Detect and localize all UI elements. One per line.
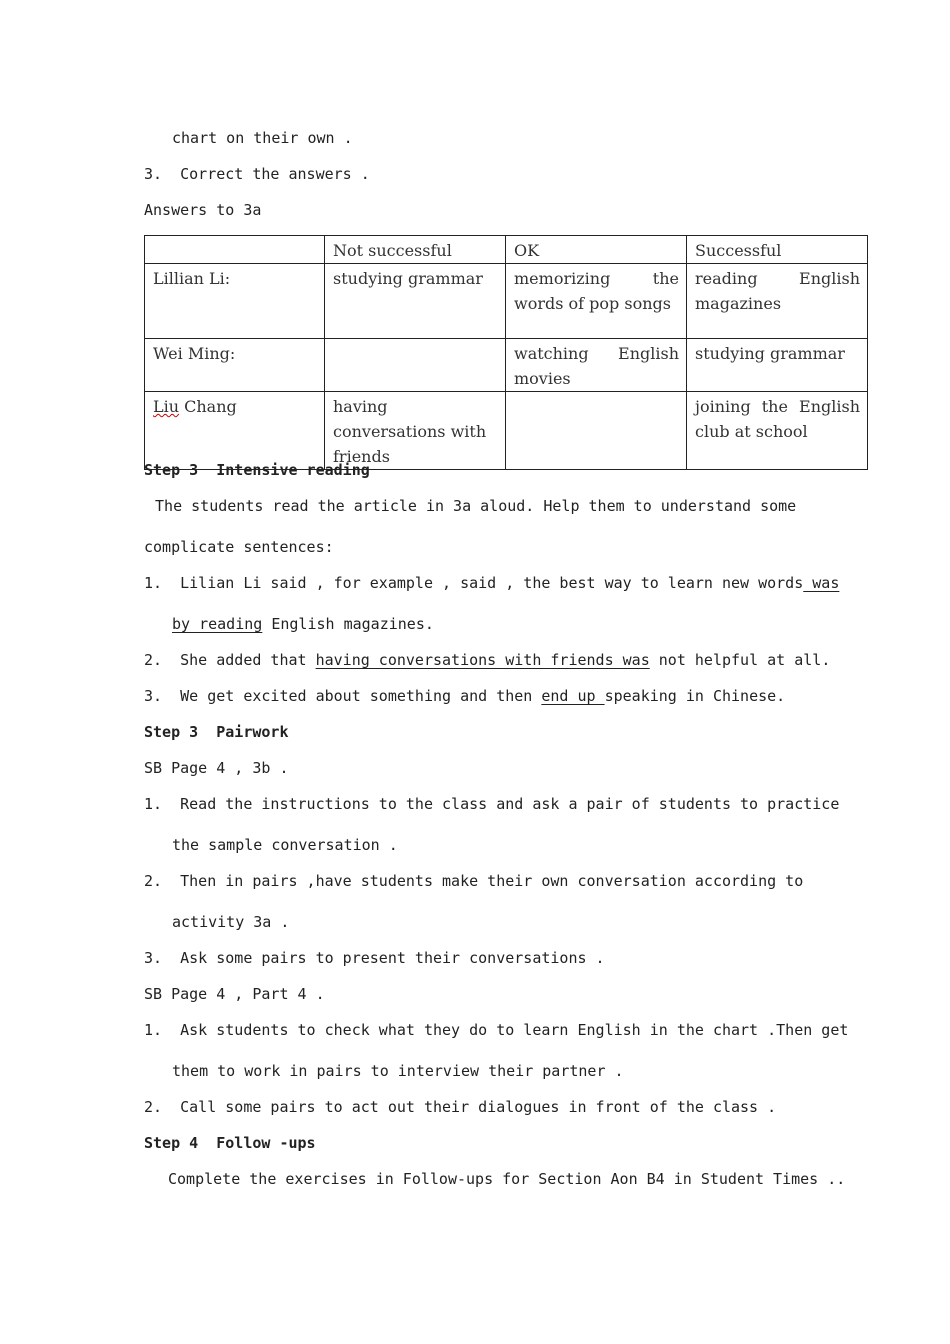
sb-reference-2: SB Page 4 , Part 4 .	[144, 985, 325, 1003]
step4-heading: Step 4 Follow -ups	[144, 1134, 316, 1152]
sentence-1-underline-b: by reading	[172, 615, 263, 633]
sentence-1-line1	[144, 573, 839, 593]
sentence-2-suffix: not helpful at all.	[649, 651, 831, 669]
pairwork-item-1-line2: the sample conversation .	[172, 836, 398, 854]
row-name-part1: Liu	[153, 397, 180, 416]
header-cell-not-successful: Not successful	[325, 236, 506, 264]
step4-text: Complete the exercises in Follow-ups for Section Aon B4 in Student Times ..	[168, 1170, 846, 1188]
sentence-2-prefix: 2. She added that	[144, 651, 316, 669]
sentence-1-suffix: English magazines.	[262, 615, 434, 633]
step3-pairwork-heading: Step 3 Pairwork	[144, 723, 289, 741]
table-header-row	[145, 236, 868, 264]
part4-item-1-line1: 1. Ask students to check what they do to learn English in the chart .Then get	[144, 1021, 849, 1039]
sentence-1-prefix: 1. Lilian Li said , for example , said , the best way to learn new words	[144, 574, 804, 592]
cell-successful: joining the English club at school	[687, 392, 868, 470]
cell-successful: studying grammar	[687, 339, 868, 392]
cell-successful: reading English magazines	[687, 264, 868, 339]
reading-intro-line2: complicate sentences:	[144, 538, 334, 556]
sentence-3	[144, 686, 785, 706]
part4-item-1-line2: them to work in pairs to interview their partner .	[172, 1062, 624, 1080]
step3-reading-heading: Step 3 Intensive reading	[144, 461, 370, 479]
table-row	[145, 339, 868, 392]
answers-table	[144, 235, 868, 470]
reading-intro-line1: The students read the article in 3a aloud. Help them to understand some	[146, 497, 797, 515]
sentence-3-prefix: 3. We get excited about something and then	[144, 687, 542, 705]
sentence-3-suffix: speaking in Chinese.	[604, 687, 786, 705]
header-cell-successful: Successful	[687, 236, 868, 264]
sentence-3-underline: end up	[541, 687, 605, 705]
sentence-1-underline-a: was	[803, 574, 840, 592]
row-name	[145, 392, 325, 470]
pairwork-item-1-line1: 1. Read the instructions to the class and ask a pair of students to practice	[144, 795, 840, 813]
row-name: Lillian Li:	[145, 264, 325, 339]
header-cell-empty	[145, 236, 325, 264]
pairwork-item-3: 3. Ask some pairs to present their conversations .	[144, 949, 605, 967]
table-row	[145, 264, 868, 339]
intro-item-3: 3. Correct the answers .	[144, 165, 370, 183]
part4-item-2: 2. Call some pairs to act out their dialogues in front of the class .	[144, 1098, 777, 1116]
table-row	[145, 392, 868, 470]
sb-reference-1: SB Page 4 , 3b .	[144, 759, 289, 777]
cell-ok	[506, 392, 687, 470]
cell-ok: memorizing the words of pop songs	[506, 264, 687, 339]
row-name-part2: Chang	[179, 397, 237, 416]
answers-title: Answers to 3a	[144, 201, 262, 219]
sentence-2	[144, 650, 830, 670]
pairwork-item-2-line1: 2. Then in pairs ,have students make their own conversation according to	[144, 872, 804, 890]
header-cell-ok: OK	[506, 236, 687, 264]
sentence-2-underline: having conversations with friends was	[315, 651, 650, 669]
cell-not-successful: studying grammar	[325, 264, 506, 339]
cell-ok: watching English movies	[506, 339, 687, 392]
cell-not-successful: having conversations with friends	[325, 392, 506, 470]
cell-not-successful	[325, 339, 506, 392]
sentence-1-line2	[172, 614, 434, 634]
row-name: Wei Ming:	[145, 339, 325, 392]
intro-continuation: chart on their own .	[172, 129, 353, 147]
pairwork-item-2-line2: activity 3a .	[172, 913, 290, 931]
